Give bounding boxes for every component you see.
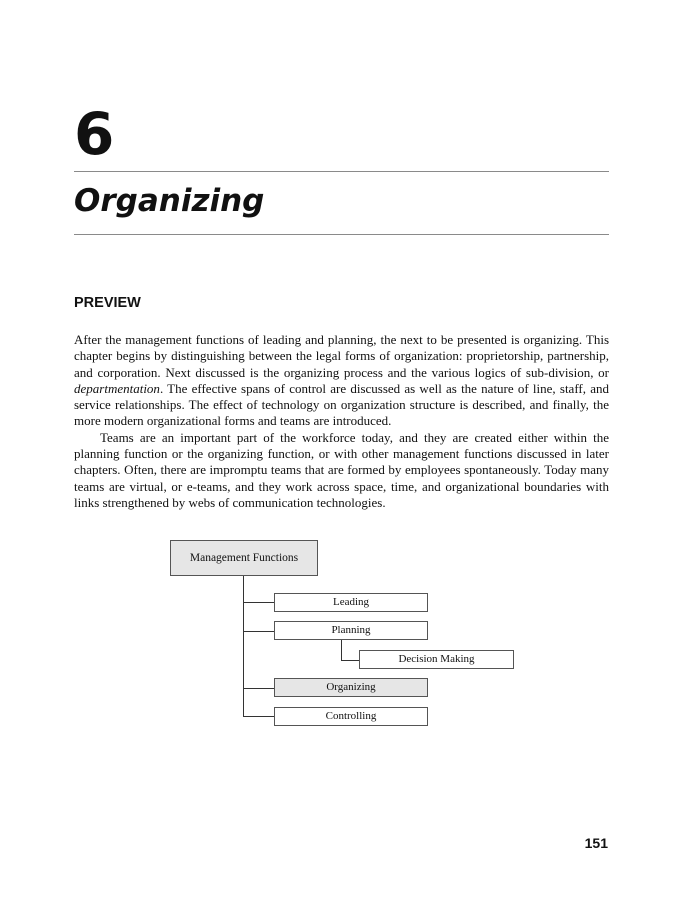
trunk-line xyxy=(243,576,244,717)
chapter-rule-top xyxy=(74,171,609,172)
chapter-number: 6 xyxy=(74,100,115,168)
branch-line-controlling xyxy=(243,716,274,717)
sub-trunk-line xyxy=(341,640,342,660)
node-decision-making: Decision Making xyxy=(359,650,514,669)
chapter-rule-bottom xyxy=(74,234,609,235)
preview-paragraph-1-emphasis: departmentation xyxy=(74,380,160,396)
preview-paragraph-1-end: . The effective spans of control are discussed as well as the nature of line, staff, and service relationships. The effect of technology on organization structure is described, and finally, the more modern organizational forms and teams are introduced. xyxy=(74,380,609,429)
preview-heading: PREVIEW xyxy=(74,295,141,311)
node-management-functions: Management Functions xyxy=(170,540,318,576)
node-leading: Leading xyxy=(274,593,428,612)
branch-line-planning xyxy=(243,631,274,632)
page-number: 151 xyxy=(584,835,608,851)
node-organizing: Organizing xyxy=(274,678,428,697)
preview-paragraph-1-start: After the management functions of leading and planning, the next to be presented is organizing. This chapter begins by distinguishing between the legal forms of organization: proprietorship, partnership, and corporation. Next discussed is the organizing process and the various logics of sub-division, or xyxy=(74,332,609,380)
node-planning: Planning xyxy=(274,621,428,640)
branch-line-leading xyxy=(243,602,274,603)
preview-body xyxy=(74,332,609,511)
preview-paragraph-2: Teams are an important part of the workforce today, and they are created either within the planning function or the organizing function, or with other management functions discussed in later chapters. Often, there are impromptu teams that are formed by employees spontaneously. Today many teams are virtual, or e-teams, and they work across space, time, and organizational boundaries with links strengthened by webs of communication technologies. xyxy=(74,429,609,510)
node-controlling: Controlling xyxy=(274,707,428,726)
branch-line-decision-making xyxy=(341,660,359,661)
preview-paragraph-1 xyxy=(74,332,609,430)
branch-line-organizing xyxy=(243,688,274,689)
chapter-title: Organizing xyxy=(74,183,265,219)
